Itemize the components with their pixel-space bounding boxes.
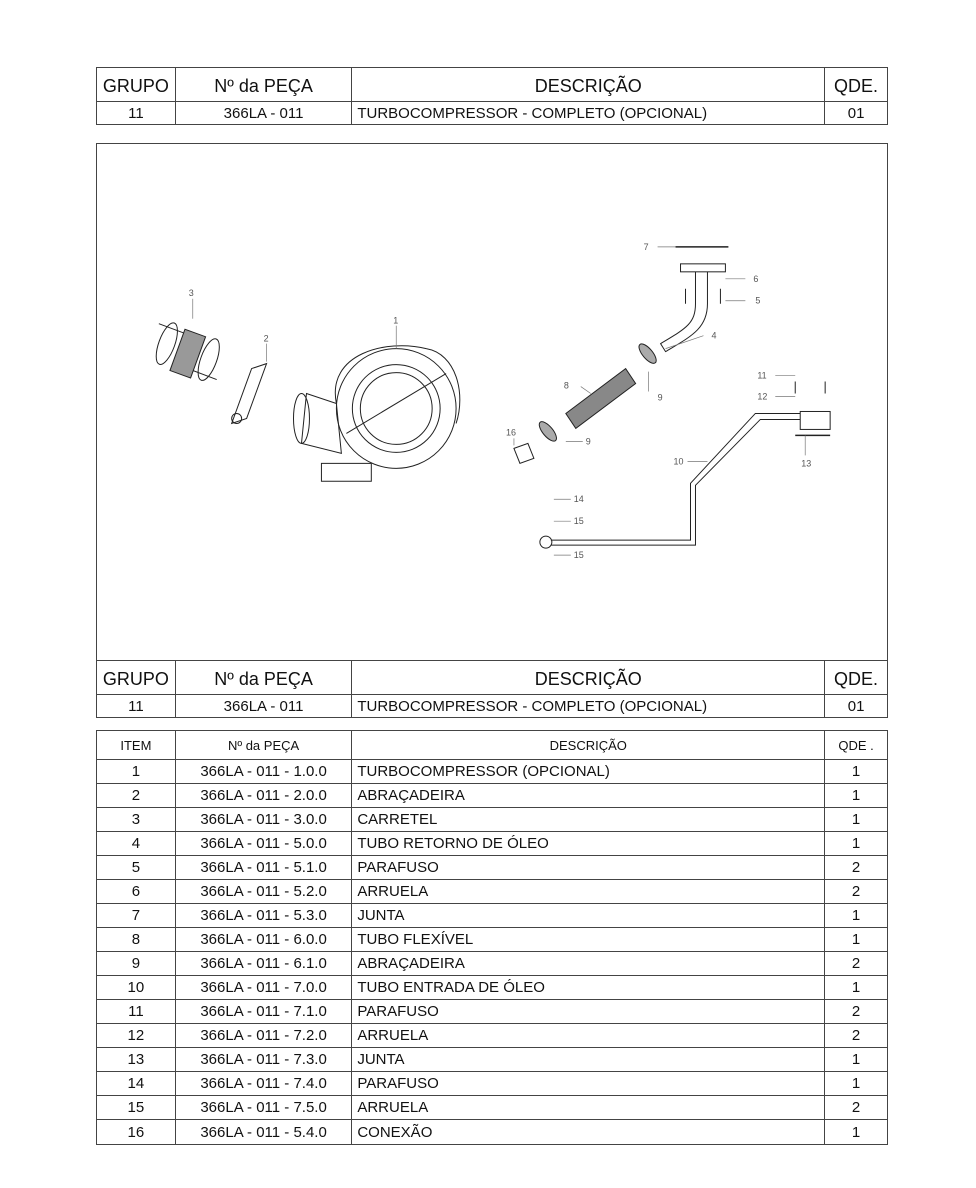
part-2-abracadeira bbox=[232, 364, 267, 424]
descricao-cell: JUNTA bbox=[352, 904, 825, 927]
table-row bbox=[97, 760, 887, 784]
col-qde-label: QDE . bbox=[838, 737, 874, 753]
qde-cell: 1 bbox=[851, 1051, 861, 1068]
descricao-cell: TUBO RETORNO DE ÓLEO bbox=[352, 832, 825, 855]
item-cell: 9 bbox=[97, 952, 176, 975]
table-row bbox=[97, 1000, 887, 1024]
peca-value: 366LA - 011 bbox=[176, 102, 353, 124]
label-14: 14 bbox=[573, 494, 584, 505]
grupo-value: 11 bbox=[97, 695, 176, 717]
label-9a: 9 bbox=[657, 392, 663, 403]
label-8: 8 bbox=[563, 380, 569, 391]
item-cell: 11 bbox=[97, 1000, 176, 1023]
table-row bbox=[97, 808, 887, 832]
col-qde-label: QDE. bbox=[834, 669, 879, 689]
qde-cell: 2 bbox=[851, 1003, 861, 1020]
table-row bbox=[97, 952, 887, 976]
peca-cell: 366LA - 011 - 5.4.0 bbox=[176, 1120, 353, 1144]
peca-cell: 366LA - 011 - 7.0.0 bbox=[176, 976, 353, 999]
part-1-turbocompressor bbox=[294, 346, 460, 482]
qde-cell: 2 bbox=[851, 859, 861, 876]
peca-cell: 366LA - 011 - 7.5.0 bbox=[176, 1096, 353, 1119]
descricao-cell: TUBO FLEXÍVEL bbox=[352, 928, 825, 951]
header-table-bottom bbox=[96, 660, 888, 718]
label-3: 3 bbox=[188, 287, 194, 298]
label-11: 11 bbox=[757, 370, 767, 381]
descricao-cell: ARRUELA bbox=[352, 1024, 825, 1047]
peca-value: 366LA - 011 bbox=[176, 695, 353, 717]
item-cell: 16 bbox=[97, 1120, 176, 1144]
peca-cell: 366LA - 011 - 7.3.0 bbox=[176, 1048, 353, 1071]
descricao-cell: PARAFUSO bbox=[352, 856, 825, 879]
descricao-cell: ARRUELA bbox=[352, 1096, 825, 1119]
label-15a: 15 bbox=[573, 516, 584, 527]
qde-cell: 1 bbox=[851, 763, 861, 780]
part-8-tubo-flexivel bbox=[536, 341, 659, 447]
peca-cell: 366LA - 011 - 7.1.0 bbox=[176, 1000, 353, 1023]
label-2: 2 bbox=[263, 333, 269, 344]
col-peca-label: Nº da PEÇA bbox=[176, 731, 353, 759]
label-13: 13 bbox=[801, 458, 812, 469]
part-4-tubo-retorno bbox=[661, 247, 729, 352]
leader-lines bbox=[193, 247, 805, 555]
qde-cell: 1 bbox=[851, 835, 861, 852]
descricao-value: TURBOCOMPRESSOR - COMPLETO (OPCIONAL) bbox=[352, 695, 825, 717]
item-cell: 1 bbox=[97, 760, 176, 783]
header-table-top bbox=[96, 67, 888, 125]
col-descricao-label: DESCRIÇÃO bbox=[352, 731, 825, 759]
header-labels-row bbox=[97, 68, 887, 102]
qde-value: 01 bbox=[847, 104, 865, 122]
descricao-cell: ABRAÇADEIRA bbox=[352, 952, 825, 975]
table-row bbox=[97, 832, 887, 856]
peca-cell: 366LA - 011 - 5.1.0 bbox=[176, 856, 353, 879]
item-cell: 3 bbox=[97, 808, 176, 831]
header-values-row bbox=[97, 102, 887, 124]
col-grupo-label: GRUPO bbox=[97, 661, 176, 694]
descricao-value: TURBOCOMPRESSOR - COMPLETO (OPCIONAL) bbox=[352, 102, 825, 124]
peca-cell: 366LA - 011 - 6.1.0 bbox=[176, 952, 353, 975]
label-10: 10 bbox=[673, 456, 684, 467]
header-labels-row bbox=[97, 661, 887, 695]
descricao-cell: JUNTA bbox=[352, 1048, 825, 1071]
header-values-row bbox=[97, 695, 887, 717]
qde-cell: 1 bbox=[851, 787, 861, 804]
label-7: 7 bbox=[643, 241, 649, 252]
peca-cell: 366LA - 011 - 5.2.0 bbox=[176, 880, 353, 903]
exploded-view-drawing bbox=[96, 143, 888, 661]
descricao-cell: TURBOCOMPRESSOR (OPCIONAL) bbox=[352, 760, 825, 783]
label-1: 1 bbox=[393, 315, 399, 326]
qde-value: 01 bbox=[847, 697, 865, 715]
qde-cell: 1 bbox=[851, 1075, 861, 1092]
table-row bbox=[97, 880, 887, 904]
qde-cell: 2 bbox=[851, 883, 861, 900]
qde-cell: 2 bbox=[851, 955, 861, 972]
label-9b: 9 bbox=[585, 436, 591, 447]
label-6: 6 bbox=[753, 273, 759, 284]
qde-cell: 2 bbox=[851, 1099, 861, 1116]
peca-cell: 366LA - 011 - 5.0.0 bbox=[176, 832, 353, 855]
label-4: 4 bbox=[711, 330, 717, 341]
peca-cell: 366LA - 011 - 7.4.0 bbox=[176, 1072, 353, 1095]
table-row bbox=[97, 1120, 887, 1144]
table-row bbox=[97, 1048, 887, 1072]
item-cell: 7 bbox=[97, 904, 176, 927]
peca-cell: 366LA - 011 - 7.2.0 bbox=[176, 1024, 353, 1047]
parts-list-table bbox=[96, 730, 888, 1145]
col-descricao-label: DESCRIÇÃO bbox=[352, 661, 825, 694]
item-cell: 10 bbox=[97, 976, 176, 999]
item-cell: 8 bbox=[97, 928, 176, 951]
qde-cell: 1 bbox=[851, 979, 861, 996]
table-row bbox=[97, 1024, 887, 1048]
item-cell: 6 bbox=[97, 880, 176, 903]
qde-cell: 1 bbox=[851, 1123, 861, 1141]
label-15b: 15 bbox=[573, 550, 584, 561]
col-qde-label: QDE. bbox=[834, 76, 879, 96]
table-row bbox=[97, 856, 887, 880]
peca-cell: 366LA - 011 - 2.0.0 bbox=[176, 784, 353, 807]
qde-cell: 1 bbox=[851, 907, 861, 924]
col-peca-label: Nº da PEÇA bbox=[176, 661, 353, 694]
col-peca-label: Nº da PEÇA bbox=[176, 68, 353, 101]
peca-cell: 366LA - 011 - 6.0.0 bbox=[176, 928, 353, 951]
item-cell: 5 bbox=[97, 856, 176, 879]
part-3-carretel bbox=[152, 320, 224, 383]
table-row bbox=[97, 928, 887, 952]
col-grupo-label: GRUPO bbox=[97, 68, 176, 101]
label-12: 12 bbox=[757, 391, 768, 402]
part-labels bbox=[189, 242, 811, 560]
table-row bbox=[97, 784, 887, 808]
peca-cell: 366LA - 011 - 1.0.0 bbox=[176, 760, 353, 783]
descricao-cell: PARAFUSO bbox=[352, 1072, 825, 1095]
peca-cell: 366LA - 011 - 5.3.0 bbox=[176, 904, 353, 927]
table-row bbox=[97, 1096, 887, 1120]
table-row bbox=[97, 976, 887, 1000]
descricao-cell: CARRETEL bbox=[352, 808, 825, 831]
peca-cell: 366LA - 011 - 3.0.0 bbox=[176, 808, 353, 831]
descricao-cell: ABRAÇADEIRA bbox=[352, 784, 825, 807]
item-cell: 15 bbox=[97, 1096, 176, 1119]
qde-cell: 1 bbox=[851, 811, 861, 828]
descricao-cell: CONEXÃO bbox=[352, 1120, 825, 1144]
item-cell: 13 bbox=[97, 1048, 176, 1071]
col-descricao-label: DESCRIÇÃO bbox=[352, 68, 825, 101]
table-row bbox=[97, 904, 887, 928]
grupo-value: 11 bbox=[97, 102, 176, 124]
item-cell: 4 bbox=[97, 832, 176, 855]
descricao-cell: PARAFUSO bbox=[352, 1000, 825, 1023]
descricao-cell: TUBO ENTRADA DE ÓLEO bbox=[352, 976, 825, 999]
parts-list-header bbox=[97, 731, 887, 760]
label-5: 5 bbox=[755, 295, 761, 306]
descricao-cell: ARRUELA bbox=[352, 880, 825, 903]
item-cell: 14 bbox=[97, 1072, 176, 1095]
item-cell: 12 bbox=[97, 1024, 176, 1047]
part-16-conexao bbox=[514, 443, 534, 463]
qde-cell: 1 bbox=[851, 931, 861, 948]
item-cell: 2 bbox=[97, 784, 176, 807]
col-item-label: ITEM bbox=[97, 731, 176, 759]
table-row bbox=[97, 1072, 887, 1096]
label-16: 16 bbox=[505, 427, 516, 438]
qde-cell: 2 bbox=[851, 1027, 861, 1044]
